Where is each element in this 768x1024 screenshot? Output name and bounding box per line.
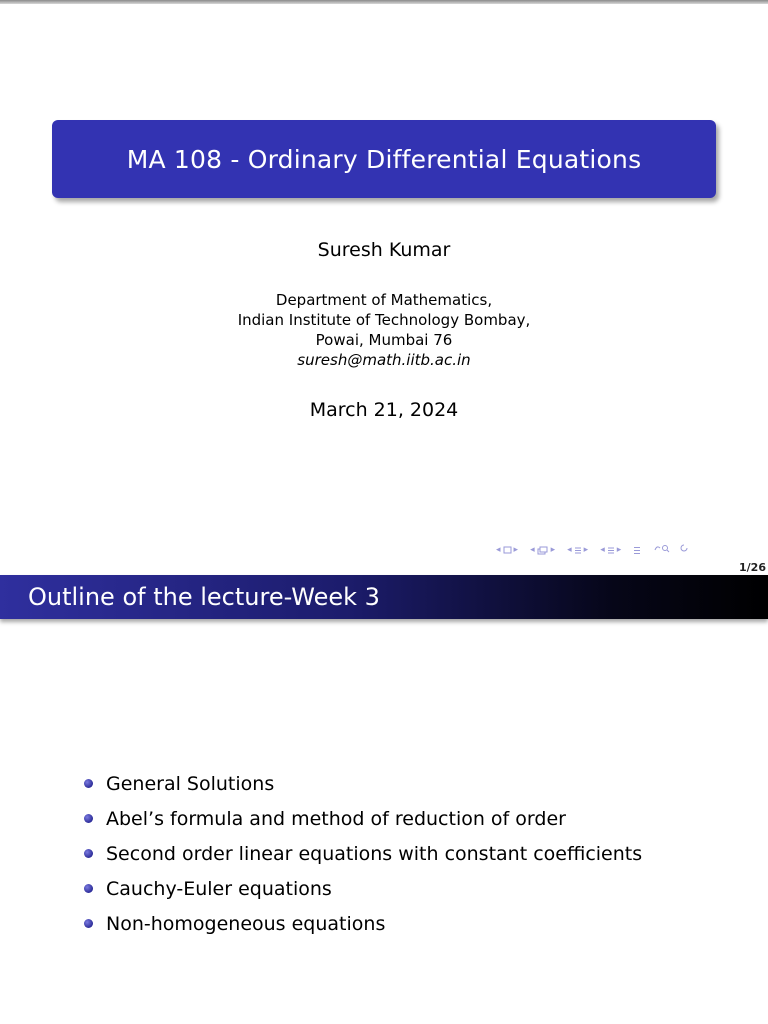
bullet-icon [84, 919, 93, 928]
list-item-text: General Solutions [106, 772, 275, 795]
bullet-icon [84, 779, 93, 788]
affiliation-line: Department of Mathematics, [275, 291, 493, 309]
author-email: suresh@math.iitb.ac.in [297, 351, 471, 369]
bullet-icon [84, 884, 93, 893]
list-item [84, 906, 642, 941]
title-box [52, 120, 716, 198]
outline-list [84, 766, 642, 941]
affiliation-line: Indian Institute of Technology Bombay, [237, 311, 531, 329]
list-item [84, 836, 642, 871]
nav-align-icon[interactable] [633, 546, 641, 555]
list-item-text: Non-homogeneous equations [106, 912, 386, 935]
nav-back-icon[interactable] [679, 544, 689, 556]
bullet-icon [84, 849, 93, 858]
presentation-date: March 21, 2024 [309, 399, 459, 421]
nav-search-icon[interactable] [653, 544, 675, 556]
nav-subsection-icon[interactable]: ◂ ▸ [567, 545, 589, 555]
nav-section-icon[interactable]: ◂ ▸ [600, 545, 622, 555]
bullet-icon [84, 814, 93, 823]
list-item [84, 766, 642, 801]
nav-frame-icon[interactable]: ◂ ▸ [530, 545, 556, 555]
affiliation-line: Powai, Mumbai 76 [315, 331, 453, 349]
list-item-text: Second order linear equations with constant coefficients [106, 842, 643, 865]
list-item-text: Cauchy-Euler equations [106, 877, 332, 900]
slide-title: MA 108 - Ordinary Differential Equations [126, 144, 642, 174]
nav-first-icon[interactable]: ◂ ▸ [496, 545, 519, 555]
affiliation-block [0, 290, 768, 370]
list-item [84, 801, 642, 836]
frame-title: Outline of the lecture-Week 3 [28, 583, 380, 611]
list-item-text: Abel’s formula and method of reduction of order [106, 807, 566, 830]
page-number: 1/26 [739, 561, 766, 574]
top-border [0, 0, 768, 4]
beamer-navigation-bar [496, 543, 689, 557]
author-name: Suresh Kumar [317, 239, 451, 261]
list-item [84, 871, 642, 906]
frame-title-bar [0, 575, 768, 619]
